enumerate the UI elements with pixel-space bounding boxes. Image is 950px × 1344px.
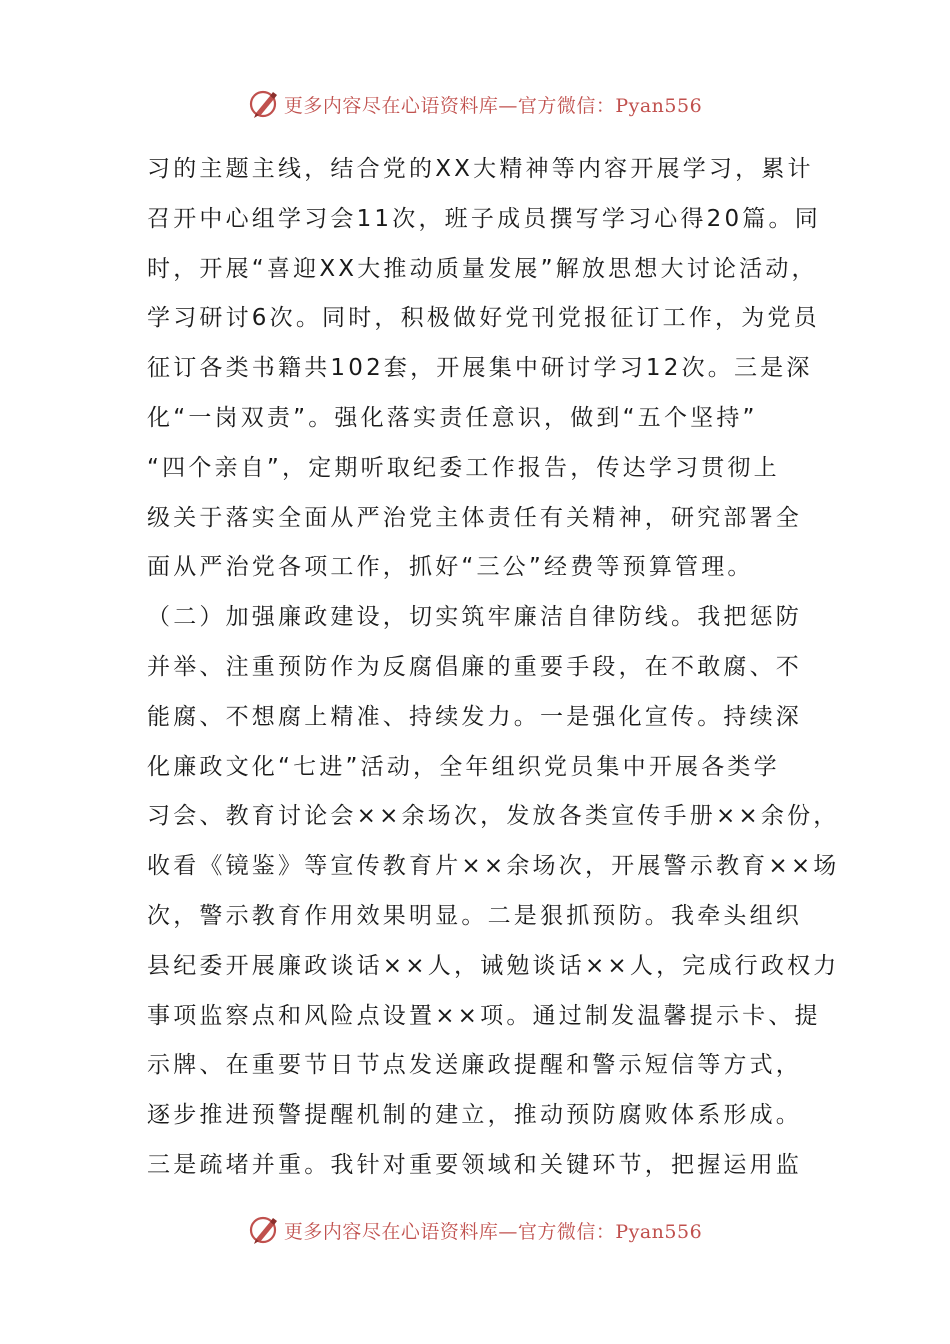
body-line: 召开中心组学习会11次，班子成员撰写学习心得20篇。同 (147, 205, 821, 232)
body-line: 三是疏堵并重。我针对重要领域和关键环节，把握运用监 (147, 1151, 802, 1178)
document-body (147, 145, 840, 1191)
header-banner (0, 84, 950, 124)
body-line: 征订各类书籍共102套，开展集中研讨学习12次。三是深 (147, 355, 813, 382)
body-line: 化廉政文化“七进”活动，全年组织党员集中开展各类学 (147, 753, 780, 780)
body-line: 学习研讨6次。同时，积极做好党刊党报征订工作，为党员 (147, 305, 820, 332)
body-line: 次，警示教育作用效果明显。二是狠抓预防。我牵头组织 (147, 902, 802, 929)
body-line: 能腐、不想腐上精准、持续发力。一是强化宣传。持续深 (147, 703, 802, 730)
footer-banner (0, 1210, 950, 1250)
body-line: 习的主题主线，结合党的XX大精神等内容开展学习，累计 (147, 156, 814, 182)
body-line: 化“一岗双责”。强化落实责任意识，做到“五个坚持” (147, 404, 758, 431)
pen-logo-icon (248, 87, 282, 121)
body-line: 并举、注重预防作为反腐倡廉的重要手段，在不敢腐、不 (147, 653, 802, 680)
body-line: （二）加强廉政建设，切实筑牢廉洁自律防线。我把惩防 (147, 604, 802, 631)
body-line: 逐步推进预警提醒机制的建立，推动预防腐败体系形成。 (147, 1102, 802, 1129)
body-line: 示牌、在重要节日节点发送廉政提醒和警示短信等方式， (147, 1052, 802, 1079)
body-line: 习会、教育讨论会××余场次，发放各类宣传手册××余份， (147, 803, 840, 830)
body-line: 时，开展“喜迎XX大推动质量发展”解放思想大讨论活动， (147, 255, 818, 282)
body-line: 收看《镜鉴》等宣传教育片××余场次，开展警示教育××场 (147, 853, 840, 880)
body-line: 事项监察点和风险点设置××项。通过制发温馨提示卡、提 (147, 1002, 821, 1029)
body-line: 级关于落实全面从严治党主体责任有关精神，研究部署全 (147, 504, 802, 531)
header-banner-text: 更多内容尽在心语资料库—官方微信：Pyan556 (283, 94, 703, 117)
pen-logo-icon (248, 1213, 282, 1247)
body-line: 县纪委开展廉政谈话××人，诫勉谈话××人，完成行政权力 (147, 952, 840, 979)
body-line: “四个亲自”，定期听取纪委工作报告，传达学习贯彻上 (147, 454, 780, 481)
footer-banner-text: 更多内容尽在心语资料库—官方微信：Pyan556 (283, 1220, 703, 1243)
body-line: 面从严治党各项工作，抓好“三公”经费等预算管理。 (147, 554, 754, 581)
